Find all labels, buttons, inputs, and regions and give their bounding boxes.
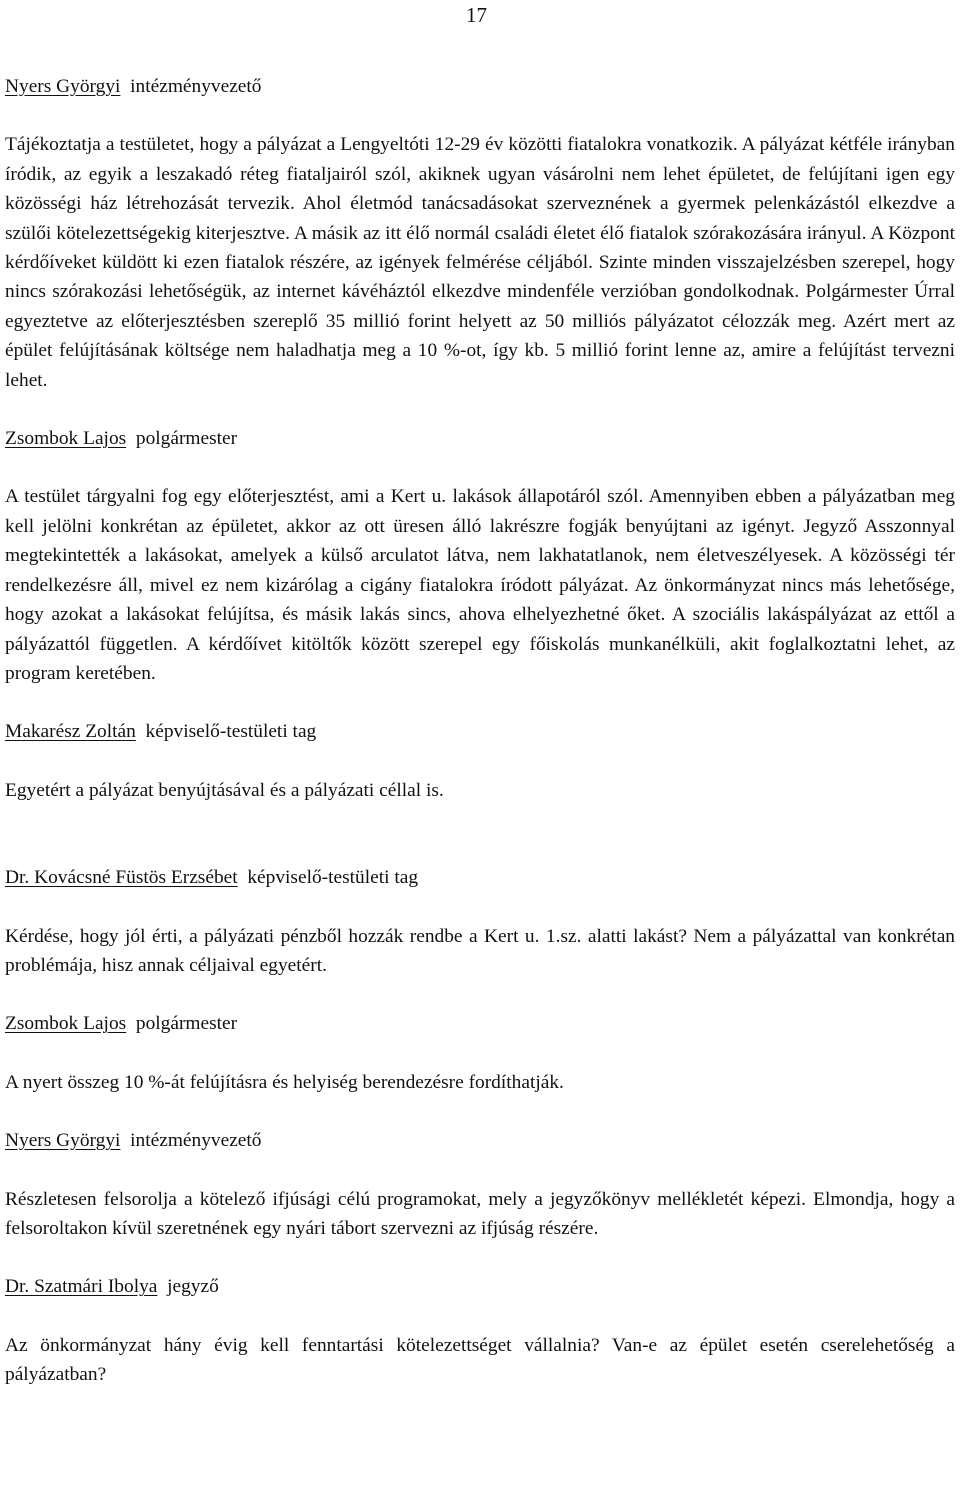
statement-paragraph: Az önkormányzat hány évig kell fenntartási kötelezettséget vállalnia? Van-e az épület esetén cserelehetőség a pályázatban?	[5, 1334, 955, 1386]
speaker-role: képviselő-testületi tag	[247, 867, 419, 889]
statement-paragraph: Egyetért a pályázat benyújtásával és a pályázati céllal is.	[5, 779, 444, 801]
speaker-role: jegyző	[167, 1276, 219, 1298]
speaker-name: Zsombok Lajos	[5, 428, 127, 450]
speaker-role: intézményvezető	[130, 76, 262, 97]
speaker-role: képviselő-testületi tag	[145, 721, 317, 743]
speaker-line	[5, 1272, 955, 1301]
paragraph-spacer	[5, 834, 955, 863]
statement-paragraph: Kérdése, hogy jól érti, a pályázati pénzből hozzák rendbe a Kert u. 1.sz. alatti lakást? Nem a pályázattal van konkrétan problémája, hisz annak céljaival egyetért.	[5, 925, 955, 976]
statement-paragraph: Tájékoztatja a testületet, hogy a pályázat a Lengyeltóti 12-29 év közötti fiatalokra vonatkozik. A pályázat kétféle irányban íródik, az egyik a leszakadó réteg fiataljairól szól, akiknek ugyan vásárolni nem lehet épületet, de felújítani igen egy közösségi ház létrehozását tervezik. Ahol életmód tanácsadásokat szerveznének a gyermek pelenkázástól elkezdve a szülői kötelezettségekig kiterjesztve. A másik az itt élő normál családi életet élő fiatalok szórakozására irányul. A Központ kérdőíveket küldött ki ezen fiatalok részére, az igények felmérése céljából. Szinte minden visszajelzésben szerepel, hogy nincs szórakozási lehetőségük, az internet kávéháztól elkezdve mindenféle verzióban gondolkodnak. Polgármester Úrral egyeztetve az előterjesztésben szereplő 35 millió forint helyett az 50 milliós pályázatot célozzák meg. Azért mert az épület felújításának költsége nem haladhatja meg a 10 %-ot, így kb. 5 millió forint lenne az, amire a felújítást tervezni lehet.	[5, 134, 955, 391]
speaker-line	[5, 1009, 955, 1038]
speaker-name: Nyers Györgyi	[5, 1130, 121, 1152]
speaker-line	[5, 717, 955, 746]
speaker-line	[5, 72, 955, 101]
speaker-line	[5, 863, 955, 892]
speaker-line	[5, 424, 955, 453]
speaker-name: Makarész Zoltán	[5, 721, 136, 743]
speaker-name: Zsombok Lajos	[5, 1013, 127, 1035]
page-number: 17	[466, 3, 487, 27]
speaker-line	[5, 1126, 955, 1155]
speaker-role: polgármester	[135, 1013, 238, 1035]
speaker-name: Nyers Györgyi	[5, 76, 121, 97]
statement-paragraph: A nyert összeg 10 %-át felújításra és helyiség berendezésre fordíthatják.	[5, 1071, 564, 1093]
speaker-role: polgármester	[135, 428, 238, 450]
minutes-body	[5, 72, 955, 1419]
speaker-name: Dr. Szatmári Ibolya	[5, 1276, 158, 1298]
statement-paragraph: Részletesen felsorolja a kötelező ifjúsági célú programokat, mely a jegyzőkönyv mellékletét képezi. Elmondja, hogy a felsoroltakon kívül szeretnének egy nyári tábort szervezni az ifjúság részére.	[5, 1188, 955, 1239]
speaker-name: Dr. Kovácsné Füstös Erzsébet	[5, 867, 238, 889]
speaker-role: intézményvezető	[130, 1130, 262, 1152]
statement-paragraph: A testület tárgyalni fog egy előterjesztést, ami a Kert u. lakások állapotáról szól. Amennyiben ebben a pályázatban meg kell jelölni konkrétan az épületet, akkor az ott üresen álló lakrészre fogják benyújtani az igényt. Jegyző Asszonnyal megtekintették a lakásokat, amelyek a külső arculatot látva, nem lakhatatlanok, nem életveszélyesek. A közösségi tér rendelkezésre áll, mivel ez nem kizárólag a cigány fiatalokra íródott pályázat. Az önkormányzat nincs más lehetősége, hogy azokat a lakásokat felújítsa, és másik lakás sincs, ahova elhelyezhetné őket. A szociális lakáspályázat az ettől a pályázattól független. A kérdőívet kitöltők között szerepel egy főiskolás munkanélküli, akit foglalkoztatni lehet, az program keretében.	[5, 486, 955, 684]
